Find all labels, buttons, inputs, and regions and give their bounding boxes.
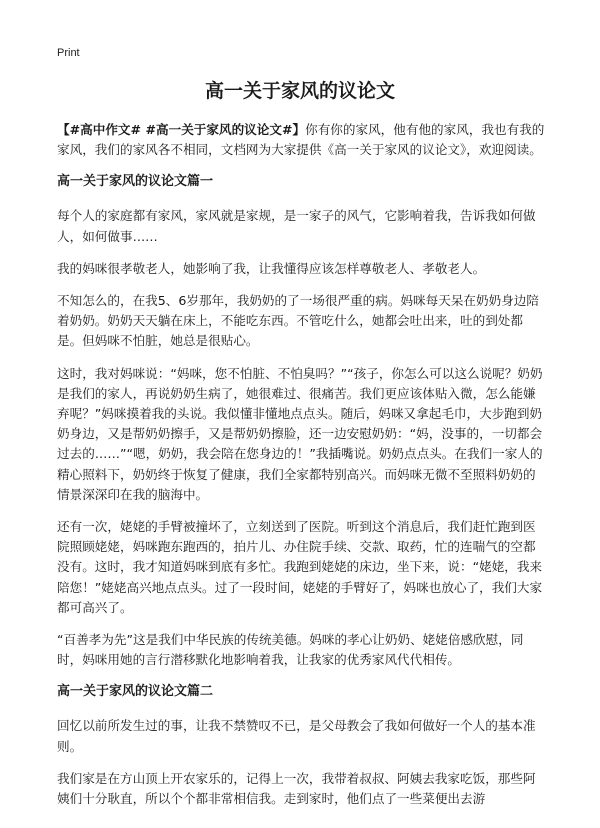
intro-text: 你有你的家风，他有他的家风，我也有我的家风，我们的家风各不相同，文档网为大家提供《高一关于家风的议论文》，欢迎阅读。 (57, 122, 545, 158)
paragraph: 不知怎么的，在我5、6岁那年，我奶奶的了一场很严重的病。妈咪每天呆在奶奶身边陪着奶奶。奶奶天天躺在床上，不能吃东西。不管吃什么，她都会吐出来，吐的到处都是。但妈咪不怕脏，她总是很贴心。 (57, 293, 539, 349)
paragraph: “百善孝为先”这是我们中华民族的传统美德。妈咪的孝心让奶奶、姥姥倍感欣慰，同时，妈咪用她的言行潜移默化地影响着我，让我家的优秀家风代代相传。 (57, 632, 524, 668)
paragraph: 我们家是在方山顶上开农家乐的，记得上一次，我带着叔叔、阿姨去我家吃饭，那些阿姨们十分耿直，所以个个都非常相信我。走到家时，他们点了一些菜便出去游 (57, 770, 536, 807)
section-heading-2: 高一关于家风的议论文篇二 (57, 684, 214, 700)
paragraph: 每个人的家庭都有家风，家风就是家规，是一家子的风气，它影响着我，告诉我如何做人，如何做事…… (57, 208, 536, 244)
intro-tag: 【#高中作文# #高一关于家风的议论文#】 (57, 122, 306, 137)
paragraph: 我的妈咪很孝敬老人，她影响了我，让我懂得应该怎样尊敬老人、孝敬老人。 (57, 260, 486, 276)
intro-paragraph (57, 120, 547, 160)
paragraph: 这时，我对妈咪说：“妈咪，您不怕脏、不怕臭吗？”“孩子，你怎么可以这么说呢？奶奶是我们的家人，再说奶奶生病了，她很难过、很痛苦。我们更应该体贴入微，怎么能嫌弃呢？”妈咪摸着我的头说。我似懂非懂地点点头。随后，妈咪又拿起毛巾，大步跑到奶奶身边，又是帮奶奶擦手，又是帮奶奶擦脸，还一边安慰奶奶：“妈，没事的，一切都会过去的……”“嗯，奶奶，我会陪在您身边的！”我插嘴说。奶奶点点头。在我们一家人的精心照料下，奶奶终于恢复了健康，我们全家都特别高兴。而妈咪无微不至照料奶奶的情景深深印在我的脑海中。 (57, 365, 543, 502)
article-title: 高一关于家风的议论文 (204, 80, 395, 102)
paragraph: 还有一次，姥姥的手臂被撞坏了，立刻送到了医院。听到这个消息后，我们赶忙跑到医院照顾姥姥，妈咪跑东跑西的，拍片儿、办住院手续、交款、取药，忙的连喘气的空都没有。这时，我才知道妈咪到底有多忙。我跑到姥姥的床边，坐下来，说：“姥姥，我来陪您！”姥姥高兴地点点头。过了一段时间，姥姥的手臂好了，妈咪也放心了，我们大家都可高兴了。 (57, 519, 543, 615)
paragraph: 回忆以前所发生过的事，让我不禁赞叹不已，是父母教会了我如何做好一个人的基本准则。 (57, 718, 536, 754)
section-heading-1: 高一关于家风的议论文篇一 (57, 174, 214, 190)
print-link[interactable]: Print (57, 47, 80, 59)
article-body (57, 120, 547, 821)
